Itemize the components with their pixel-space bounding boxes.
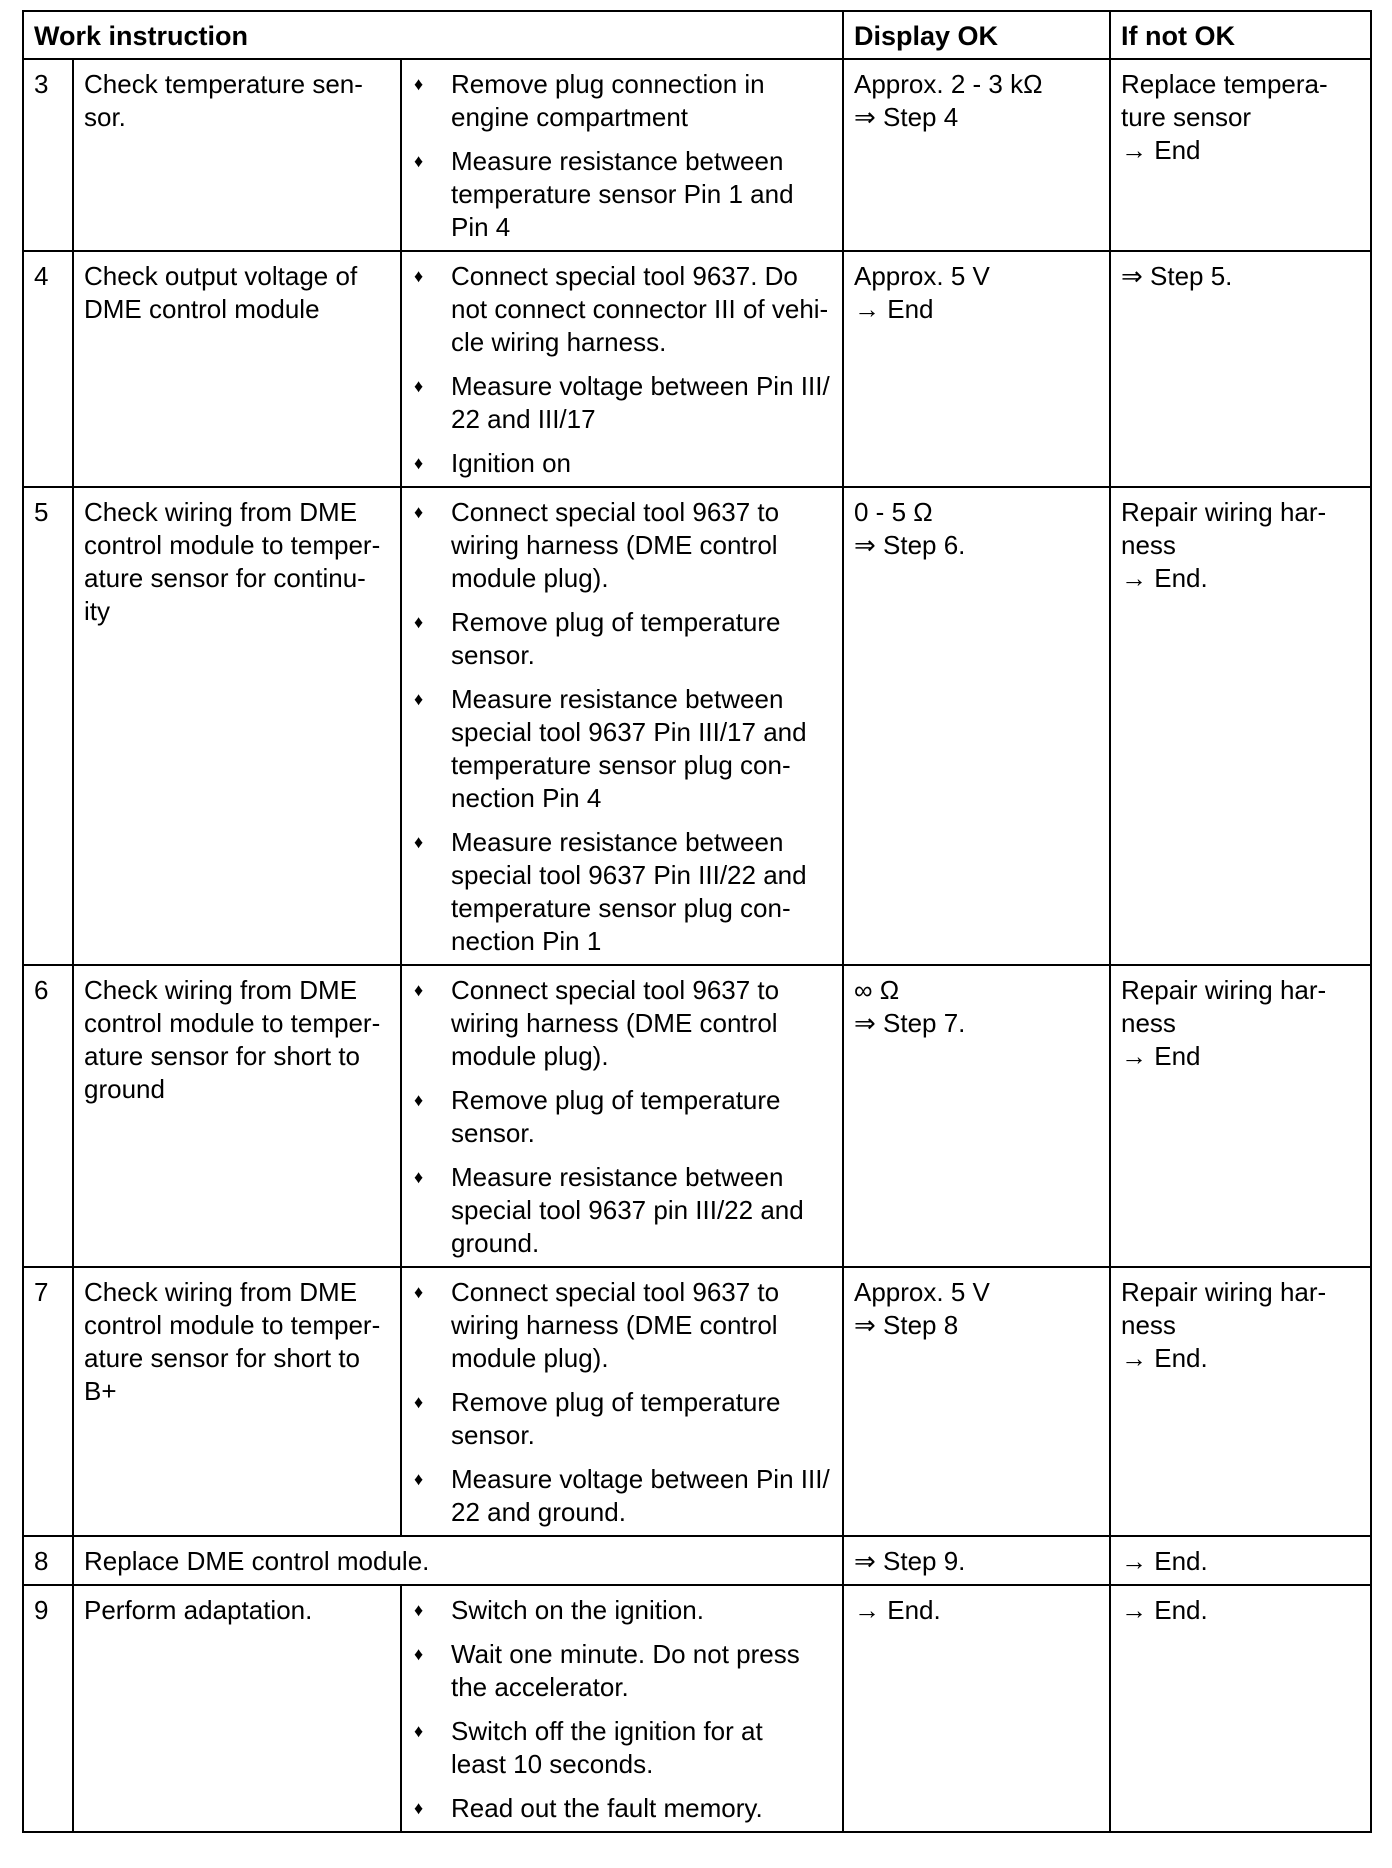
text-line: ness [1121, 530, 1176, 560]
text-line: not connect connector III of vehi- [451, 294, 829, 324]
text-line: → End. [1121, 1343, 1208, 1373]
text-line: engine compartment [451, 102, 689, 132]
text-line: sensor. [451, 1420, 535, 1450]
text-line: → End. [854, 1595, 941, 1625]
text-line: Connect special tool 9637 to [451, 1277, 780, 1307]
list-item [412, 496, 832, 595]
action-list [412, 1594, 832, 1825]
text-line: Replace DME control module. [84, 1546, 430, 1576]
list-item [412, 606, 832, 672]
list-item [412, 683, 832, 815]
text-line: ⇒ Step 9. [854, 1546, 966, 1576]
text-line: Measure resistance between [451, 684, 784, 714]
text-line: ⇒ Step 4 [854, 102, 959, 132]
text-line: Check wiring from DME [84, 1277, 358, 1307]
text-line: ground. [451, 1228, 540, 1258]
text-line: Connect special tool 9637 to [451, 497, 780, 527]
table-row [23, 1267, 1371, 1536]
text-line: 22 and ground. [451, 1497, 626, 1527]
bullet-icon: ♦ [414, 1282, 424, 1302]
text-line: Repair wiring har- [1121, 975, 1327, 1005]
bullet-icon: ♦ [414, 1392, 424, 1412]
bullet-icon: ♦ [414, 1644, 424, 1664]
display-ok-result [843, 1536, 1110, 1585]
list-item [412, 1463, 832, 1529]
bullet-icon: ♦ [414, 832, 424, 852]
text-line: wiring harness (DME control [451, 1310, 778, 1340]
step-number: 6 [23, 965, 73, 1267]
text-line: 0 - 5 Ω [854, 497, 933, 527]
text-line: control module to temper- [84, 1008, 381, 1038]
text-line: nection Pin 1 [451, 926, 602, 956]
if-not-ok-result [1110, 965, 1371, 1267]
bullet-icon: ♦ [414, 1721, 424, 1741]
text-line: → End [1121, 1041, 1201, 1071]
text-line: module plug). [451, 563, 609, 593]
text-line: ⇒ Step 5. [1121, 261, 1233, 291]
text-line: special tool 9637 Pin III/17 and [451, 717, 807, 747]
text-line: Check output voltage of [84, 261, 358, 291]
table-row [23, 1536, 1371, 1585]
text-line: Read out the fault memory. [451, 1793, 763, 1823]
text-line: ness [1121, 1310, 1176, 1340]
step-actions [401, 1267, 843, 1536]
text-line: ⇒ Step 8 [854, 1310, 959, 1340]
list-item [412, 260, 832, 359]
bullet-icon: ♦ [414, 1798, 424, 1818]
step-actions [401, 965, 843, 1267]
text-line: ture sensor [1121, 102, 1252, 132]
step-actions [401, 251, 843, 487]
list-item [412, 1084, 832, 1150]
text-line: ⇒ Step 6. [854, 530, 966, 560]
text-line: B+ [84, 1376, 117, 1406]
action-list [412, 1276, 832, 1529]
text-line: module plug). [451, 1041, 609, 1071]
step-actions [401, 1585, 843, 1832]
text-line: sensor. [451, 640, 535, 670]
text-line: cle wiring harness. [451, 327, 667, 357]
text-line: → End [1121, 135, 1201, 165]
text-line: → End. [1121, 1546, 1208, 1576]
text-line: Ignition on [451, 448, 571, 478]
text-line: DME control module [84, 294, 320, 324]
text-line: Remove plug of temperature [451, 1387, 781, 1417]
step-description [73, 251, 401, 487]
step-description [73, 965, 401, 1267]
text-line: ground [84, 1074, 165, 1104]
bullet-icon: ♦ [414, 1090, 424, 1110]
text-line: wiring harness (DME control [451, 530, 778, 560]
text-line: Measure resistance between [451, 146, 784, 176]
text-line: special tool 9637 Pin III/22 and [451, 860, 807, 890]
action-list [412, 496, 832, 958]
text-line: nection Pin 4 [451, 783, 602, 813]
text-line: Repair wiring har- [1121, 497, 1327, 527]
text-line: → End. [1121, 1595, 1208, 1625]
text-line: temperature sensor Pin 1 and [451, 179, 794, 209]
bullet-icon: ♦ [414, 266, 424, 286]
list-item [412, 826, 832, 958]
display-ok-result [843, 251, 1110, 487]
text-line: Perform adaptation. [84, 1595, 313, 1625]
display-ok-result [843, 487, 1110, 965]
text-line: Approx. 5 V [854, 1277, 990, 1307]
header-work-instruction: Work instruction [23, 11, 843, 59]
bullet-icon: ♦ [414, 980, 424, 1000]
text-line: Approx. 5 V [854, 261, 990, 291]
text-line: 22 and III/17 [451, 404, 596, 434]
text-line: Remove plug of temperature [451, 1085, 781, 1115]
text-line: module plug). [451, 1343, 609, 1373]
table-row [23, 1585, 1371, 1832]
text-line: Check wiring from DME [84, 975, 358, 1005]
step-description [73, 59, 401, 251]
bullet-icon: ♦ [414, 376, 424, 396]
if-not-ok-result [1110, 1536, 1371, 1585]
text-line: Remove plug of temperature [451, 607, 781, 637]
text-line: temperature sensor plug con- [451, 893, 791, 923]
bullet-icon: ♦ [414, 689, 424, 709]
list-item [412, 1594, 832, 1627]
action-list [412, 974, 832, 1260]
text-line: → End. [1121, 563, 1208, 593]
text-line: Measure resistance between [451, 827, 784, 857]
text-line: ity [84, 596, 110, 626]
step-number: 9 [23, 1585, 73, 1832]
list-item [412, 370, 832, 436]
display-ok-result [843, 1585, 1110, 1832]
bullet-icon: ♦ [414, 453, 424, 473]
text-line: Connect special tool 9637 to [451, 975, 780, 1005]
text-line: Check temperature sen- [84, 69, 363, 99]
display-ok-result [843, 1267, 1110, 1536]
step-actions [401, 487, 843, 965]
text-line: Replace tempera- [1121, 69, 1328, 99]
step-description [73, 487, 401, 965]
text-line: Measure resistance between [451, 1162, 784, 1192]
text-line: wiring harness (DME control [451, 1008, 778, 1038]
bullet-icon: ♦ [414, 1600, 424, 1620]
text-line: Wait one minute. Do not press [451, 1639, 800, 1669]
list-item [412, 1792, 832, 1825]
bullet-icon: ♦ [414, 74, 424, 94]
list-item [412, 974, 832, 1073]
table-row [23, 251, 1371, 487]
list-item [412, 1161, 832, 1260]
if-not-ok-result [1110, 1267, 1371, 1536]
list-item [412, 68, 832, 134]
header-if-not-ok: If not OK [1110, 11, 1371, 59]
list-item [412, 1638, 832, 1704]
table-row [23, 965, 1371, 1267]
table-row [23, 59, 1371, 251]
text-line: sensor. [451, 1118, 535, 1148]
text-line: least 10 seconds. [451, 1749, 654, 1779]
text-line: control module to temper- [84, 530, 381, 560]
display-ok-result [843, 59, 1110, 251]
text-line: ⇒ Step 7. [854, 1008, 966, 1038]
text-line: Measure voltage between Pin III/ [451, 1464, 830, 1494]
step-number: 4 [23, 251, 73, 487]
table-row [23, 487, 1371, 965]
list-item [412, 145, 832, 244]
step-number: 5 [23, 487, 73, 965]
list-item [412, 1386, 832, 1452]
text-line: ness [1121, 1008, 1176, 1038]
text-line: ature sensor for continu- [84, 563, 366, 593]
text-line: control module to temper- [84, 1310, 381, 1340]
text-line: Repair wiring har- [1121, 1277, 1327, 1307]
bullet-icon: ♦ [414, 1167, 424, 1187]
bullet-icon: ♦ [414, 502, 424, 522]
display-ok-result [843, 965, 1110, 1267]
text-line: Remove plug connection in [451, 69, 765, 99]
header-row [23, 11, 1371, 59]
if-not-ok-result [1110, 59, 1371, 251]
table-body [23, 59, 1371, 1832]
text-line: Connect special tool 9637. Do [451, 261, 798, 291]
text-line: Pin 4 [451, 212, 511, 242]
header-display-ok: Display OK [843, 11, 1110, 59]
text-line: Switch on the ignition. [451, 1595, 704, 1625]
text-line: Switch off the ignition for at [451, 1716, 763, 1746]
text-line: temperature sensor plug con- [451, 750, 791, 780]
step-actions [401, 59, 843, 251]
step-number: 3 [23, 59, 73, 251]
text-line: → End [854, 294, 934, 324]
text-line: the accelerator. [451, 1672, 629, 1702]
text-line: ∞ Ω [854, 975, 900, 1005]
bullet-icon: ♦ [414, 612, 424, 632]
text-line: sor. [84, 102, 126, 132]
work-instruction-table [22, 10, 1372, 1833]
text-line: ature sensor for short to [84, 1343, 361, 1373]
action-list [412, 68, 832, 244]
step-description [73, 1536, 843, 1585]
step-number: 8 [23, 1536, 73, 1585]
bullet-icon: ♦ [414, 1469, 424, 1489]
text-line: ature sensor for short to [84, 1041, 361, 1071]
step-description [73, 1585, 401, 1832]
step-number: 7 [23, 1267, 73, 1536]
if-not-ok-result [1110, 251, 1371, 487]
list-item [412, 1715, 832, 1781]
if-not-ok-result [1110, 1585, 1371, 1832]
step-description [73, 1267, 401, 1536]
list-item [412, 447, 832, 480]
action-list [412, 260, 832, 480]
text-line: Approx. 2 - 3 kΩ [854, 69, 1043, 99]
list-item [412, 1276, 832, 1375]
text-line: special tool 9637 pin III/22 and [451, 1195, 804, 1225]
text-line: Check wiring from DME [84, 497, 358, 527]
bullet-icon: ♦ [414, 151, 424, 171]
text-line: Measure voltage between Pin III/ [451, 371, 830, 401]
if-not-ok-result [1110, 487, 1371, 965]
